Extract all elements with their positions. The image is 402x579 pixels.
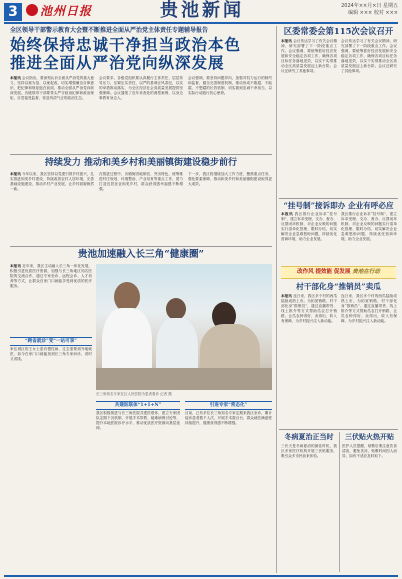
right-divider-3 xyxy=(279,429,398,430)
news-photo[interactable] xyxy=(96,264,272,390)
bottom-subhead-1: “跨省就诊”变“一站可享” xyxy=(10,337,92,346)
page-number: 3 xyxy=(4,3,22,21)
lead-headline-line-1: 始终保持忠诚干净担当政治本色 xyxy=(10,35,242,54)
lead-byline: 本报讯 xyxy=(10,76,21,80)
bottom-subhead-3: 引进专家“常态化” xyxy=(185,401,272,410)
right-story-3-body-col-2: 连日来，我区多个村的西瓜陆续成熟上市。为拓宽销路，村干部化身“推销员”，通过直播带货、线上推介等方式帮助瓜农打开销路，让瓜农种得好、卖得出，收入有保障，为乡村振兴注入新动能。 xyxy=(341,294,397,323)
right-divider-1 xyxy=(279,198,398,199)
mid-body-text-1: 今年以来，我区坚持以党建引领乡村振兴，扎实推进和美乡村建设，持续改善农村人居环境，完善基础设施建设，推动乡村产业发展，让乡村面貌焕然一新。 xyxy=(10,172,94,191)
right-story-3-headline[interactable]: 村干部化身“推销员”卖瓜 xyxy=(296,282,381,291)
right-story-1-body-col-1 xyxy=(281,39,337,197)
right-story-2-byline: 本报讯 xyxy=(281,212,294,216)
bottom-story-headline[interactable]: 贵池加速融入长三角“健康圈” xyxy=(77,249,205,260)
newspaper-logo xyxy=(26,3,92,19)
promo-slogan-2: 贵池在行动 xyxy=(352,269,380,275)
right-story-4-body: 三伏天是冬病夏治的最佳时机，我区多家医疗机构开展三伏贴服务，吸引众多市民前来体验。 xyxy=(281,444,337,458)
mid-byline: 本报讯 xyxy=(10,172,21,176)
right-story-2-headline[interactable]: “挂号制”接诉即办 企业有呼必应 xyxy=(283,201,394,210)
promo-banner xyxy=(281,266,396,279)
lead-kicker: 全区领导干部警示教育大会暨不断推进全面从严治党主体责任专题辅导报告 xyxy=(10,27,209,34)
date-line: 2024年××月×日 星期五 xyxy=(341,3,398,9)
right-story-1-text: 会议传达学习了有关会议精神，研究部署了下一阶段重点工作。会议强调，要统筹抓好经济发展和安全稳定各项工作，确保各项目标任务落地见效，以实干实绩推动全区高质量发展迈上新台阶。会议还研究了其他事项。 xyxy=(281,39,337,73)
bottom-body-left-text: 近年来，我区主动融入长三角一体化发展，积极引进优质医疗资源，加强与长三角地区知名医院的交流合作，通过专家坐诊、远程会诊、人才培养等方式，让群众在家门口就能享受到优质的医疗服务。 xyxy=(10,264,92,288)
bottom-body-left xyxy=(10,264,92,334)
lead-headline-line-2: 推进全面从严治党向纵深发展 xyxy=(10,53,225,72)
lead-body-col-3: 会议强调，要坚持问题导向，加强对权力运行的制约和监督，健全完善制度机制，推动形成不敢腐、不能腐、不想腐的长效机制，切实做到忠诚干净担当，以实际行动践行初心使命。 xyxy=(188,76,272,95)
footer-rule xyxy=(4,575,398,577)
publication-date xyxy=(312,3,398,17)
right-story-3-body-col-1 xyxy=(281,294,337,428)
logo-text: 池州日报 xyxy=(40,4,93,18)
lead-divider xyxy=(10,154,272,155)
masthead-rule xyxy=(4,22,398,24)
mid-body-col-3: 下一步，我区将继续加大工作力度，聚焦重点任务，强化要素保障，推动和美乡村和美丽镇街建设取得更大成效。 xyxy=(188,172,272,186)
right-bottom-col-rule xyxy=(339,432,340,572)
right-story-3-byline: 本报讯 xyxy=(281,294,292,298)
bottom-body-right: 目前，已有多位长三角知名专家定期来我区坐诊，累计接诊患者数千人次，开展手术数百台，群众就医满意度持续提升，健康获得感不断增强。 xyxy=(185,411,272,425)
right-story-4-headline[interactable]: 冬病夏治正当时 xyxy=(284,432,334,441)
lead-headline[interactable] xyxy=(10,36,272,72)
right-story-2-text: 我区推行企业诉求“挂号制”，建立诉求受理、交办、督办、反馈闭环机制，对企业反映的问题实行清单化管理、限时办结，切实解决企业急难愁盼问题，持续优化营商环境，助力企业发展。 xyxy=(281,212,337,241)
bottom-body-center: 我区积极推进与长三角医院共建医联体，建立专家团队定期下沉机制，开展手术带教、疑难病例讨论等，提升本地医院诊疗水平，推动优质医疗资源向基层延伸。 xyxy=(96,411,180,430)
lead-body-col-2: 会议要求，各级党组织要认真履行主体责任，层层传导压力，压紧压实责任，以严的基调正风肃纪，以实的举措推动落实，为全区经济社会高质量发展提供坚强保障。会议通报了近年来查处的典型案例，以身边事教育身边人。 xyxy=(99,76,183,100)
right-story-1-byline: 本报讯 xyxy=(281,39,292,43)
right-column-rule xyxy=(276,26,277,573)
promo-slogan-1: 改作风 提效能 促发展 xyxy=(297,269,351,275)
right-story-5-headline[interactable]: 三伏贴火热开贴 xyxy=(345,432,394,441)
photo-desk xyxy=(96,368,272,390)
photo-caption: 长三角知名专家在区人民医院为患者看诊 记者 摄 xyxy=(96,392,172,396)
mid-story-headline[interactable]: 持续发力 推动和美乡村和美丽镇街建设稳步前行 xyxy=(44,158,238,168)
right-story-2-body-col-1 xyxy=(281,212,337,263)
lead-body-col-1 xyxy=(10,76,94,152)
bottom-body-left-2: 家住城区的王女士患有慢性病，过去需要到外地就医，如今在家门口就能找到长三角专家问诊，省时又省钱。 xyxy=(10,347,92,361)
editor-line: 编辑 ××× 校对 ××× xyxy=(348,10,398,16)
section-title: 贵池新闻 xyxy=(160,0,244,21)
right-story-1-headline[interactable]: 区委常委会第115次会议召开 xyxy=(283,26,394,36)
right-story-3-text: 连日来，我区多个村的西瓜陆续成熟上市。为拓宽销路，村干部化身“推销员”，通过直播带货、线上推介等方式帮助瓜农打开销路，让瓜农种得好、卖得出，收入有保障，为乡村振兴注入新动能。 xyxy=(281,294,337,323)
photo-person-head-2 xyxy=(166,298,186,320)
right-story-2-body-col-2: 我区推行企业诉求“挂号制”，建立诉求受理、交办、督办、反馈闭环机制，对企业反映的问题实行清单化管理、限时办结，切实解决企业急难愁盼问题，持续优化营商环境，助力企业发展。 xyxy=(341,212,397,241)
logo-mark-icon xyxy=(26,4,38,16)
mid-body-col-2: 在推进过程中，各镇街因地制宜、突出特色，统筹推进村庄规划、环境整治、产业培育等重点工作，着力打造宜居宜业和美乡村，群众获得感幸福感不断增强。 xyxy=(99,172,183,191)
bottom-byline: 本报讯 xyxy=(10,264,22,268)
mid-divider xyxy=(10,246,272,247)
right-story-5-body: 医护人员提醒，贴敷后要注意饮食清淡，避免贪凉，贴敷时间因人而异，如有不适应及时取下。 xyxy=(342,444,397,458)
right-story-1-body-col-2: 会议传达学习了有关会议精神，研究部署了下一阶段重点工作。会议强调，要统筹抓好经济发展和安全稳定各项工作，确保各项目标任务落地见效，以实干实绩推动全区高质量发展迈上新台阶。会议还研究了其他事项。 xyxy=(341,39,397,73)
lead-body-text-1: 会议指出，要深刻认识全面从严治党的重大意义，坚持以案为鉴、以案促改，切实增强廉洁自律意识，把纪律和规矩挺在前面，推动全面从严治党向纵深发展。各级领导干部要带头严守政治纪律和政治规矩，自觉接受监督，营造风清气正的政治生态。 xyxy=(10,76,94,100)
bottom-subhead-2: 共建医联体“1+1+N” xyxy=(96,401,180,410)
mid-body-col-1 xyxy=(10,172,94,244)
